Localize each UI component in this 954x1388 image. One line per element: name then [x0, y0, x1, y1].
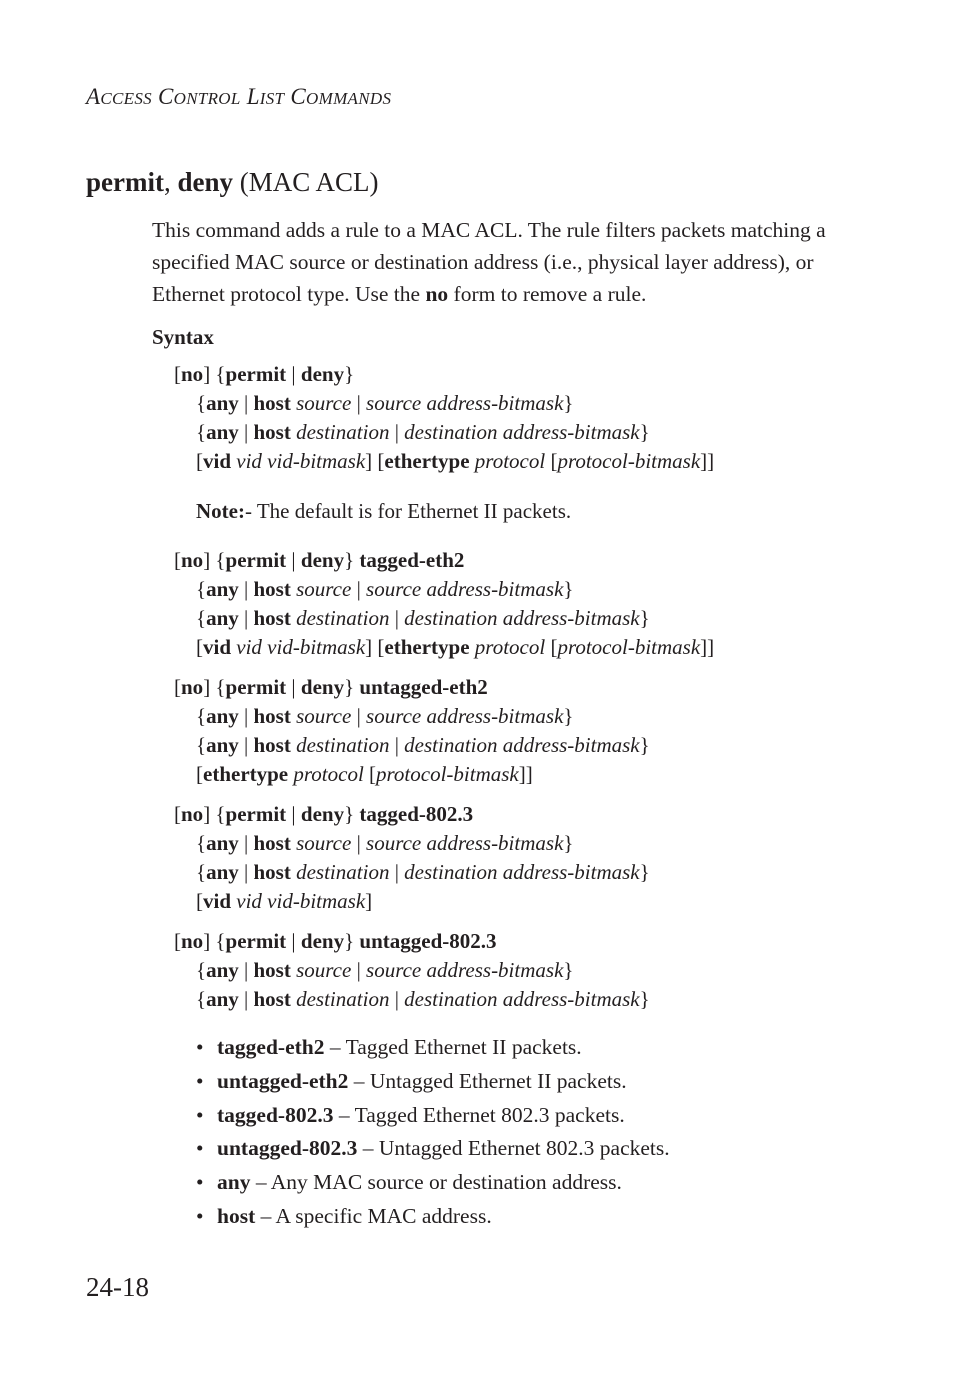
syntax-punctuation: } [639, 987, 650, 1011]
syntax-parameter: source address-bitmask [366, 391, 564, 415]
header-smallcaps: ONTROL [173, 89, 241, 108]
syntax-keyword: vid [203, 449, 232, 473]
syntax-punctuation: } [344, 548, 360, 572]
list-item [196, 1200, 670, 1234]
syntax-keyword: vid [203, 889, 232, 913]
syntax-punctuation: [ [174, 929, 181, 953]
syntax-keyword: host [253, 577, 291, 601]
syntax-keyword: no [181, 675, 204, 699]
syntax-line [174, 829, 874, 858]
syntax-punctuation: | [351, 704, 367, 728]
syntax-punctuation: ] [ [365, 449, 385, 473]
syntax-parameter: vid vid-bitmask [236, 889, 366, 913]
parameter-list [196, 1031, 670, 1234]
syntax-block [174, 927, 874, 1014]
syntax-punctuation: { [196, 606, 207, 630]
syntax-line [174, 546, 874, 575]
syntax-punctuation: | [286, 362, 301, 386]
note-label: Note: [196, 499, 245, 523]
syntax-keyword: permit [225, 362, 287, 386]
syntax-keyword: host [253, 958, 291, 982]
syntax-parameter: destination address-bitmask [404, 733, 640, 757]
syntax-keyword: host [253, 704, 291, 728]
syntax-parameter: destination [296, 987, 390, 1011]
syntax-keyword: host [253, 733, 291, 757]
syntax-parameter: protocol-bitmask [376, 762, 519, 786]
syntax-punctuation: | [238, 577, 254, 601]
syntax-line [174, 800, 874, 829]
syntax-punctuation: ] [365, 889, 373, 913]
syntax-punctuation: ]] [700, 635, 715, 659]
syntax-punctuation: { [196, 391, 207, 415]
syntax-parameter: destination [296, 860, 390, 884]
syntax-punctuation: | [389, 606, 405, 630]
syntax-line [174, 927, 874, 956]
syntax-parameter: source [296, 577, 352, 601]
syntax-heading: Syntax [152, 325, 214, 349]
syntax-parameter: source [296, 704, 352, 728]
list-item [196, 1132, 670, 1166]
syntax-keyword: any [206, 606, 239, 630]
syntax-keyword: tagged-802.3 [359, 802, 474, 826]
syntax-punctuation: ] { [203, 802, 226, 826]
syntax-keyword: tagged-eth2 [359, 548, 465, 572]
syntax-parameter: source [296, 831, 352, 855]
syntax-keyword: deny [300, 929, 345, 953]
syntax-punctuation: } [639, 420, 650, 444]
syntax-keyword: no [181, 362, 204, 386]
syntax-line [174, 731, 874, 760]
syntax-parameter: destination [296, 733, 390, 757]
syntax-line [174, 360, 874, 389]
syntax-punctuation: | [238, 987, 254, 1011]
running-header [86, 84, 391, 110]
bullet-icon: • [196, 1170, 204, 1195]
syntax-punctuation: } [563, 577, 574, 601]
syntax-parameter: destination [296, 420, 390, 444]
syntax-parameter: source address-bitmask [366, 577, 564, 601]
syntax-parameter: protocol [474, 449, 546, 473]
syntax-punctuation: [ [174, 362, 181, 386]
syntax-keyword: untagged-eth2 [359, 675, 488, 699]
syntax-parameter: destination address-bitmask [404, 420, 640, 444]
syntax-punctuation: [ [174, 675, 181, 699]
syntax-blocks [174, 360, 874, 1025]
syntax-punctuation: } [344, 802, 360, 826]
syntax-parameter: vid vid-bitmask [236, 449, 366, 473]
syntax-keyword: host [253, 860, 291, 884]
header-smallcaps: IST [259, 89, 285, 108]
syntax-keyword: any [206, 733, 239, 757]
syntax-punctuation: { [196, 860, 207, 884]
syntax-punctuation: | [238, 606, 254, 630]
syntax-punctuation: | [238, 391, 254, 415]
syntax-punctuation: } [639, 733, 650, 757]
syntax-line [174, 956, 874, 985]
syntax-keyword: any [206, 391, 239, 415]
syntax-punctuation: | [238, 420, 254, 444]
syntax-punctuation: } [639, 606, 650, 630]
intro-text-1: This command adds a rule to a MAC ACL. The rule filters packets matching a specified MAC source or destination address (i.e., physical layer address), or Ethernet protocol type. Use the [152, 218, 826, 306]
syntax-keyword: permit [225, 548, 287, 572]
syntax-keyword: permit [225, 675, 287, 699]
syntax-punctuation: | [286, 548, 301, 572]
syntax-parameter: protocol [474, 635, 546, 659]
syntax-keyword: ethertype [203, 762, 289, 786]
syntax-punctuation: { [196, 958, 207, 982]
syntax-keyword: host [253, 831, 291, 855]
syntax-punctuation: [ [174, 548, 181, 572]
syntax-parameter: protocol-bitmask [557, 635, 701, 659]
syntax-block [174, 546, 874, 662]
syntax-block [174, 800, 874, 916]
syntax-punctuation: | [389, 987, 405, 1011]
syntax-punctuation: [ [363, 762, 377, 786]
syntax-punctuation: | [238, 733, 254, 757]
syntax-keyword: deny [300, 362, 345, 386]
title-command-permit: permit [86, 167, 164, 197]
syntax-punctuation: } [563, 958, 574, 982]
syntax-keyword: host [253, 420, 291, 444]
syntax-parameter: destination address-bitmask [404, 987, 640, 1011]
syntax-punctuation: [ [174, 802, 181, 826]
syntax-keyword: no [181, 548, 204, 572]
section-title [86, 167, 379, 198]
syntax-keyword: any [206, 831, 239, 855]
list-item [196, 1065, 670, 1099]
syntax-punctuation: | [238, 860, 254, 884]
syntax-keyword: any [206, 958, 239, 982]
syntax-line [174, 985, 874, 1014]
syntax-parameter: source address-bitmask [366, 831, 564, 855]
syntax-punctuation: } [639, 860, 650, 884]
param-term: untagged-eth2 [217, 1068, 349, 1093]
param-term: untagged-802.3 [217, 1136, 358, 1161]
syntax-keyword: no [181, 929, 204, 953]
syntax-punctuation: | [351, 577, 367, 601]
bullet-icon: • [196, 1068, 204, 1093]
syntax-keyword: host [253, 391, 291, 415]
syntax-keyword: untagged-802.3 [359, 929, 497, 953]
header-initial: C [157, 84, 174, 109]
syntax-punctuation: ] [ [365, 635, 385, 659]
syntax-punctuation: } [563, 831, 574, 855]
syntax-parameter: source address-bitmask [366, 704, 564, 728]
syntax-parameter: protocol-bitmask [557, 449, 701, 473]
syntax-parameter: source [296, 958, 352, 982]
syntax-punctuation: { [196, 420, 207, 444]
syntax-punctuation: { [196, 577, 207, 601]
note-text: - The default is for Ethernet II packets. [244, 499, 572, 523]
syntax-punctuation: ] { [203, 548, 226, 572]
syntax-parameter: source address-bitmask [366, 958, 564, 982]
param-term: tagged-802.3 [217, 1102, 334, 1127]
header-initial: C [290, 84, 307, 109]
syntax-line [174, 673, 874, 702]
syntax-block [174, 360, 874, 476]
syntax-keyword: host [253, 987, 291, 1011]
syntax-keyword: ethertype [384, 635, 470, 659]
syntax-punctuation: } [344, 929, 360, 953]
header-initial: A [86, 84, 101, 109]
syntax-line [174, 604, 874, 633]
syntax-line [174, 887, 874, 916]
syntax-keyword: any [206, 704, 239, 728]
param-description: – Any MAC source or destination address. [255, 1170, 622, 1195]
syntax-punctuation: [ [196, 762, 203, 786]
syntax-punctuation: | [238, 958, 254, 982]
syntax-punctuation: | [351, 831, 367, 855]
syntax-keyword: vid [203, 635, 232, 659]
param-term: any [217, 1170, 251, 1195]
syntax-line [174, 389, 874, 418]
syntax-punctuation: [ [196, 449, 203, 473]
title-command-deny: deny [177, 167, 233, 197]
param-term: tagged-eth2 [217, 1035, 325, 1059]
bullet-icon: • [196, 1203, 204, 1228]
bullet-icon: • [196, 1035, 204, 1059]
param-description: – Tagged Ethernet 802.3 packets. [338, 1102, 625, 1127]
syntax-keyword: deny [300, 675, 345, 699]
syntax-punctuation: | [286, 802, 301, 826]
param-term: host [217, 1203, 256, 1228]
syntax-punctuation: } [563, 704, 574, 728]
syntax-punctuation: ] { [203, 362, 226, 386]
syntax-block [174, 673, 874, 789]
syntax-keyword: permit [225, 802, 287, 826]
syntax-line [174, 418, 874, 447]
syntax-keyword: any [206, 987, 239, 1011]
header-smallcaps: OMMANDS [306, 89, 392, 108]
bullet-icon: • [196, 1136, 204, 1161]
syntax-punctuation: { [196, 987, 207, 1011]
syntax-punctuation: | [389, 860, 405, 884]
syntax-punctuation: ] { [203, 929, 226, 953]
syntax-punctuation: [ [196, 635, 203, 659]
syntax-punctuation: | [238, 831, 254, 855]
bullet-icon: • [196, 1102, 204, 1127]
syntax-punctuation: [ [545, 635, 558, 659]
syntax-punctuation: ]] [518, 762, 533, 786]
syntax-punctuation: { [196, 831, 207, 855]
syntax-punctuation: } [563, 391, 574, 415]
list-item [196, 1166, 670, 1200]
syntax-keyword: any [206, 577, 239, 601]
syntax-keyword: permit [225, 929, 287, 953]
param-description: – A specific MAC address. [260, 1203, 492, 1228]
syntax-punctuation: [ [196, 889, 203, 913]
param-description: – Untagged Ethernet II packets. [353, 1068, 627, 1093]
syntax-punctuation: | [286, 929, 301, 953]
syntax-parameter: vid vid-bitmask [236, 635, 366, 659]
syntax-keyword: host [253, 606, 291, 630]
syntax-keyword: ethertype [384, 449, 470, 473]
header-initial: L [246, 84, 260, 109]
param-description: – Tagged Ethernet II packets. [329, 1035, 582, 1059]
param-description: – Untagged Ethernet 802.3 packets. [362, 1136, 670, 1161]
list-item [196, 1031, 670, 1065]
list-item [196, 1099, 670, 1133]
title-separator: , [163, 167, 171, 197]
syntax-line [174, 447, 874, 476]
syntax-line [174, 858, 874, 887]
syntax-punctuation: | [351, 391, 367, 415]
syntax-keyword: deny [300, 548, 345, 572]
header-smallcaps: CCESS [100, 89, 152, 108]
syntax-parameter: source [296, 391, 352, 415]
syntax-punctuation: } [344, 362, 355, 386]
syntax-punctuation: | [389, 420, 405, 444]
syntax-punctuation: { [196, 704, 207, 728]
page-number: 24-18 [86, 1272, 149, 1302]
syntax-parameter: destination [296, 606, 390, 630]
syntax-punctuation: | [351, 958, 367, 982]
syntax-line [174, 702, 874, 731]
syntax-keyword: any [206, 860, 239, 884]
syntax-keyword: no [181, 802, 204, 826]
intro-text-2: form to remove a rule. [453, 282, 647, 306]
syntax-parameter: destination address-bitmask [404, 606, 640, 630]
syntax-keyword: deny [300, 802, 345, 826]
intro-keyword-no: no [425, 282, 449, 306]
syntax-punctuation: { [196, 733, 207, 757]
syntax-punctuation: [ [545, 449, 558, 473]
syntax-keyword: any [206, 420, 239, 444]
syntax-punctuation: ] { [203, 675, 226, 699]
title-suffix: (MAC ACL) [239, 167, 379, 197]
syntax-parameter: destination address-bitmask [404, 860, 640, 884]
syntax-parameter: protocol [293, 762, 364, 786]
syntax-punctuation: | [286, 675, 301, 699]
syntax-line [174, 633, 874, 662]
syntax-punctuation: | [389, 733, 405, 757]
syntax-punctuation: | [238, 704, 254, 728]
intro-paragraph [152, 214, 852, 310]
syntax-line [174, 760, 874, 789]
syntax-punctuation: ]] [700, 449, 715, 473]
syntax-line [174, 575, 874, 604]
syntax-note [174, 496, 874, 526]
syntax-punctuation: } [344, 675, 360, 699]
